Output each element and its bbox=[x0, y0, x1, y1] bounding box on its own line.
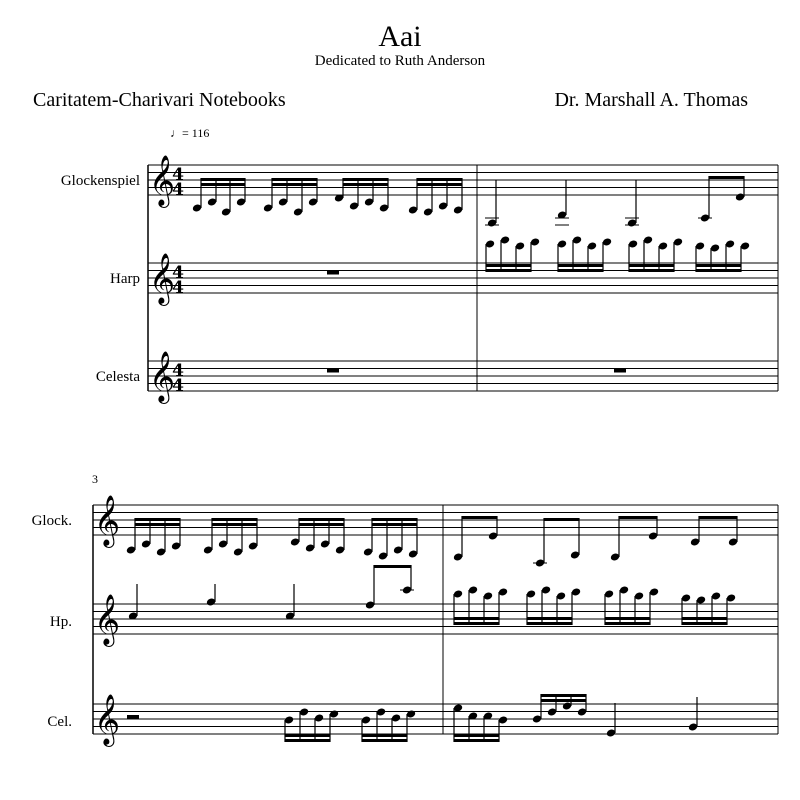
note-beam bbox=[709, 176, 744, 179]
note-beam bbox=[135, 523, 180, 526]
treble-clef-icon: 𝄞 bbox=[94, 694, 121, 745]
instrument-label-harp: Harp bbox=[110, 271, 140, 287]
whole-rest-icon bbox=[327, 369, 339, 373]
note-beam bbox=[212, 523, 257, 526]
note-beam bbox=[374, 565, 411, 568]
note-beam bbox=[558, 269, 603, 272]
note-beam bbox=[629, 264, 674, 267]
measure-number: 3 bbox=[92, 472, 98, 486]
note-beam bbox=[454, 734, 499, 737]
note-beam bbox=[372, 518, 417, 521]
note-beam bbox=[486, 269, 531, 272]
note-beam bbox=[696, 269, 741, 272]
time-signature-numerator: 4 bbox=[172, 361, 184, 381]
note-beam bbox=[299, 523, 344, 526]
note-beam bbox=[135, 518, 180, 521]
note-beam bbox=[343, 183, 388, 186]
note-beam bbox=[699, 516, 737, 519]
instrument-label-celesta: Celesta bbox=[95, 369, 140, 385]
time-signature-denominator: 4 bbox=[172, 376, 184, 396]
treble-clef-icon: 𝄞 bbox=[94, 594, 121, 645]
note-beam bbox=[486, 264, 531, 267]
whole-rest-icon bbox=[327, 271, 339, 275]
note-beam bbox=[619, 516, 657, 519]
note-beam bbox=[362, 734, 407, 737]
note-beam bbox=[527, 622, 572, 625]
note-beam bbox=[541, 699, 586, 702]
note-beam bbox=[454, 622, 499, 625]
score-subtitle: Dedicated to Ruth Anderson bbox=[314, 53, 486, 69]
instrument-label-hp: Hp. bbox=[49, 614, 72, 630]
instrument-label-glockenspiel: Glockenspiel bbox=[60, 173, 140, 189]
note-beam bbox=[544, 518, 579, 521]
time-signature-numerator: 4 bbox=[172, 263, 184, 283]
score-title: Aai bbox=[378, 20, 422, 53]
time-signature-denominator: 4 bbox=[172, 278, 184, 298]
quarter-note-icon: ♩ bbox=[170, 126, 182, 140]
note-beam bbox=[629, 269, 674, 272]
note-beam bbox=[285, 739, 330, 742]
note-beam bbox=[682, 622, 727, 625]
instrument-label-glock: Glock. bbox=[31, 513, 72, 529]
note-beam bbox=[372, 523, 417, 526]
note-beam bbox=[454, 617, 499, 620]
note-beam bbox=[558, 264, 603, 267]
time-signature-numerator: 4 bbox=[172, 165, 184, 185]
note-beam bbox=[462, 516, 497, 519]
note-beam bbox=[362, 739, 407, 742]
note-beam bbox=[527, 617, 572, 620]
note-beam bbox=[605, 617, 650, 620]
treble-clef-icon: 𝄞 bbox=[149, 253, 176, 304]
note-beam bbox=[212, 518, 257, 521]
treble-clef-icon: 𝄞 bbox=[94, 495, 121, 546]
note-beam bbox=[299, 518, 344, 521]
treble-clef-icon: 𝄞 bbox=[149, 351, 176, 402]
note-beam bbox=[454, 739, 499, 742]
note-beam bbox=[696, 264, 741, 267]
note-beam bbox=[605, 622, 650, 625]
note-beam bbox=[285, 734, 330, 737]
half-rest-icon bbox=[127, 715, 139, 719]
note-beam bbox=[417, 183, 462, 186]
composer-label: Dr. Marshall A. Thomas bbox=[554, 89, 748, 111]
tempo-value: = 116 bbox=[182, 126, 210, 140]
publisher-label: Caritatem-Charivari Notebooks bbox=[33, 89, 286, 111]
note-beam bbox=[541, 694, 586, 697]
note-beam bbox=[201, 178, 245, 181]
treble-clef-icon: 𝄞 bbox=[149, 155, 176, 206]
note-beam bbox=[272, 178, 317, 181]
note-beam bbox=[201, 183, 245, 186]
note-beam bbox=[272, 183, 317, 186]
time-signature-denominator: 4 bbox=[172, 180, 184, 200]
instrument-label-cel: Cel. bbox=[47, 714, 72, 730]
note-beam bbox=[343, 178, 388, 181]
note-beam bbox=[417, 178, 462, 181]
note-beam bbox=[682, 617, 727, 620]
whole-rest-icon bbox=[614, 369, 626, 373]
